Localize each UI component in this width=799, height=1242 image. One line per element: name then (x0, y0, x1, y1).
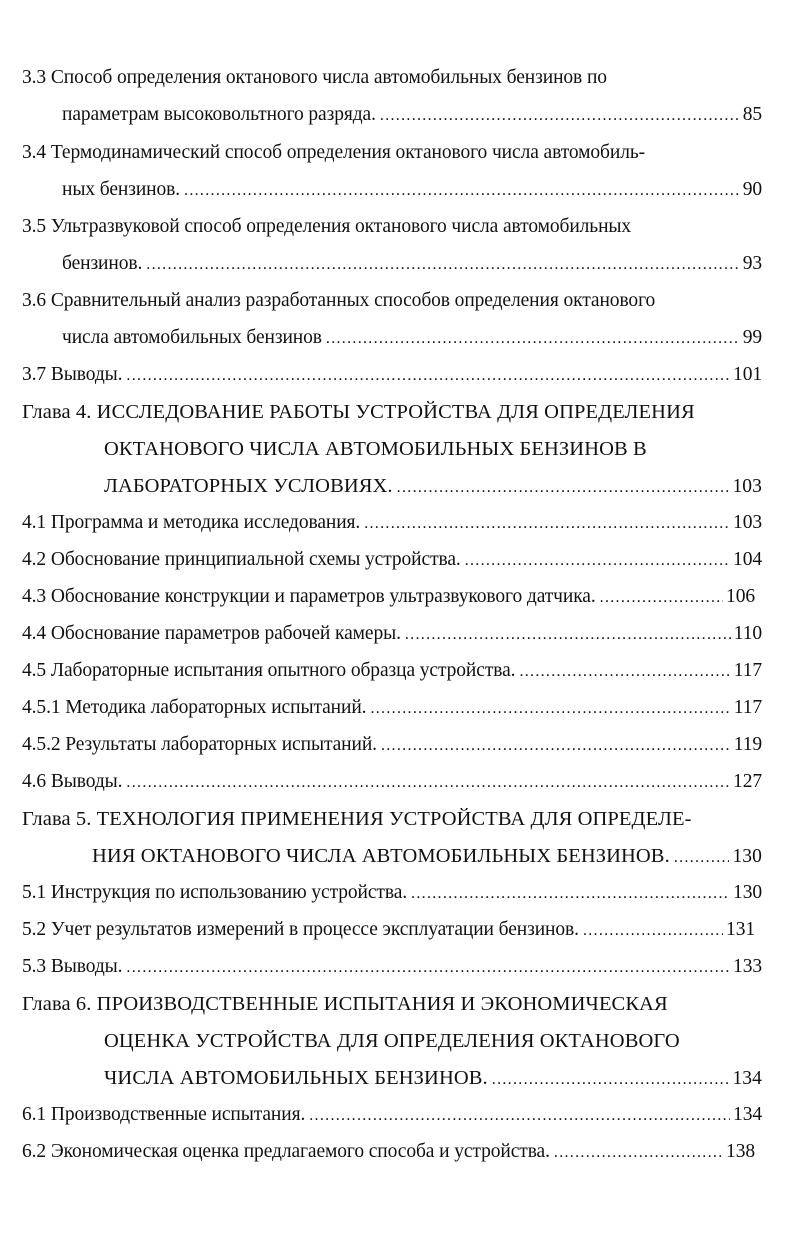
page-number: 93 (742, 253, 762, 274)
dot-leader (519, 660, 730, 684)
toc-entry-text: 4.5 Лабораторные испытания опытного образца устройства. (22, 660, 516, 681)
toc-entry-text: 3.7 Выводы. (22, 364, 123, 385)
page-number: 130 (732, 846, 762, 867)
chapter-6-heading-line1: Глава 6. ПРОИЗВОДСТВЕННЫЕ ИСПЫТАНИЯ И ЭКОНОМИЧЕСКАЯ (22, 993, 668, 1015)
toc-entry-3-6-line2: числа автомобильных бензинов (62, 327, 322, 348)
toc-chapter-4 (104, 474, 762, 500)
chapter-6-heading-line2: ОЦЕНКА УСТРОЙСТВА ДЛЯ ОПРЕДЕЛЕНИЯ ОКТАНОВОГО (104, 1030, 680, 1052)
dot-leader (465, 549, 730, 573)
chapter-4-heading-line1: Глава 4. ИССЛЕДОВАНИЕ РАБОТЫ УСТРОЙСТВА ДЛЯ ОПРЕДЕЛЕНИЯ (22, 401, 695, 423)
toc-entry-4-6 (22, 770, 762, 795)
dot-leader (184, 179, 740, 203)
toc-entry-text: 4.5.2 Результаты лабораторных испытаний. (22, 734, 377, 755)
toc-chapter-5 (92, 844, 762, 870)
toc-chapter-6 (104, 1066, 762, 1092)
toc-entry-5-2 (22, 918, 755, 943)
dot-leader (326, 327, 740, 351)
dot-leader (370, 697, 730, 721)
toc-entry-text: 5.1 Инструкция по использованию устройства. (22, 882, 408, 903)
toc-entry-3-6-line1: 3.6 Сравнительный анализ разработанных способов определения октанового (22, 290, 656, 311)
toc-entry-3-4 (62, 178, 762, 203)
toc-entry-3-7 (22, 363, 762, 388)
dot-leader (600, 586, 723, 610)
page-number: 131 (726, 919, 755, 940)
page-number: 134 (733, 1104, 762, 1125)
dot-leader (364, 512, 730, 536)
page-number: 117 (733, 697, 762, 718)
toc-entry-text: 4.3 Обоснование конструкции и параметров ультразвукового датчика. (22, 586, 596, 607)
page-number: 130 (733, 882, 762, 903)
chapter-6-heading-line3: ЧИСЛА АВТОМОБИЛЬНЫХ БЕНЗИНОВ. (104, 1067, 488, 1089)
dot-leader (405, 623, 731, 647)
toc-entry-3-4-line1: 3.4 Термодинамический способ определения октанового числа автомобиль- (22, 142, 646, 163)
page-number: 101 (733, 364, 762, 385)
chapter-5-heading-line1: Глава 5. ТЕХНОЛОГИЯ ПРИМЕНЕНИЯ УСТРОЙСТВА ДЛЯ ОПРЕДЕЛЕ- (22, 808, 692, 830)
toc-entry-text: 4.1 Программа и методика исследования. (22, 512, 361, 533)
dot-leader (583, 919, 723, 943)
toc-entry-4-4 (22, 622, 762, 647)
toc-entry-3-3-line2: параметрам высоковольтного разряда. (62, 104, 376, 125)
toc-entry-5-3 (22, 955, 762, 980)
page-number: 106 (726, 586, 755, 607)
page-number: 85 (742, 104, 762, 125)
page-number: 99 (742, 327, 762, 348)
dot-leader (380, 104, 740, 128)
page-number: 133 (733, 956, 762, 977)
page-number: 103 (732, 476, 762, 497)
page-number: 117 (733, 660, 762, 681)
chapter-4-heading-line3: ЛАБОРАТОРНЫХ УСЛОВИЯХ. (104, 475, 393, 497)
toc-entry-3-3-line1: 3.3 Способ определения октанового числа автомобильных бензинов по (22, 67, 607, 88)
toc-entry-4-5-2 (22, 733, 762, 758)
toc-entry-text: 6.1 Производственные испытания. (22, 1104, 306, 1125)
dot-leader (126, 364, 730, 388)
page-number: 134 (732, 1068, 762, 1089)
toc-entry-text: 5.2 Учет результатов измерений в процессе эксплуатации бензинов. (22, 919, 579, 940)
toc-entry-3-5-line1: 3.5 Ультразвуковой способ определения октанового числа автомобильных (22, 216, 632, 237)
toc-entry-text: 4.5.1 Методика лабораторных испытаний. (22, 697, 367, 718)
page-number: 90 (742, 179, 762, 200)
toc-entry-text: 4.2 Обоснование принципиальной схемы устройства. (22, 549, 461, 570)
dot-leader (492, 1068, 730, 1092)
toc-entry-3-4-line2: ных бензинов. (62, 179, 181, 200)
dot-leader (554, 1141, 723, 1165)
toc-entry-6-2 (22, 1140, 755, 1165)
dot-leader (126, 771, 730, 795)
toc-entry-4-2 (22, 548, 762, 573)
toc-entry-text: 4.4 Обоснование параметров рабочей камеры. (22, 623, 401, 644)
dot-leader (381, 734, 731, 758)
page-number: 119 (733, 734, 762, 755)
toc-entry-4-1 (22, 511, 762, 536)
toc-entry-text: 4.6 Выводы. (22, 771, 123, 792)
page-number: 110 (733, 623, 762, 644)
dot-leader (411, 882, 730, 906)
toc-entry-6-1 (22, 1103, 762, 1128)
toc-entry-text: 6.2 Экономическая оценка предлагаемого способа и устройства. (22, 1141, 550, 1162)
toc-entry-3-6 (62, 326, 762, 351)
toc-entry-3-5-line2: бензинов. (62, 253, 143, 274)
toc-entry-5-1 (22, 881, 762, 906)
page-number: 138 (726, 1141, 755, 1162)
page-number: 103 (733, 512, 762, 533)
toc-entry-3-5 (62, 252, 762, 277)
toc-entry-4-5-1 (22, 696, 762, 721)
page-number: 127 (733, 771, 762, 792)
toc-entry-4-3 (22, 585, 755, 610)
dot-leader (309, 1104, 730, 1128)
toc-entry-text: 5.3 Выводы. (22, 956, 123, 977)
toc-entry-4-5 (22, 659, 762, 684)
chapter-4-heading-line2: ОКТАНОВОГО ЧИСЛА АВТОМОБИЛЬНЫХ БЕНЗИНОВ В (104, 438, 647, 460)
dot-leader (146, 253, 739, 277)
toc-entry-3-3 (62, 103, 762, 128)
dot-leader (397, 476, 730, 500)
dot-leader (126, 956, 730, 980)
chapter-5-heading-line2: НИЯ ОКТАНОВОГО ЧИСЛА АВТОМОБИЛЬНЫХ БЕНЗИНОВ. (92, 845, 670, 867)
page-number: 104 (733, 549, 762, 570)
dot-leader (674, 846, 730, 870)
